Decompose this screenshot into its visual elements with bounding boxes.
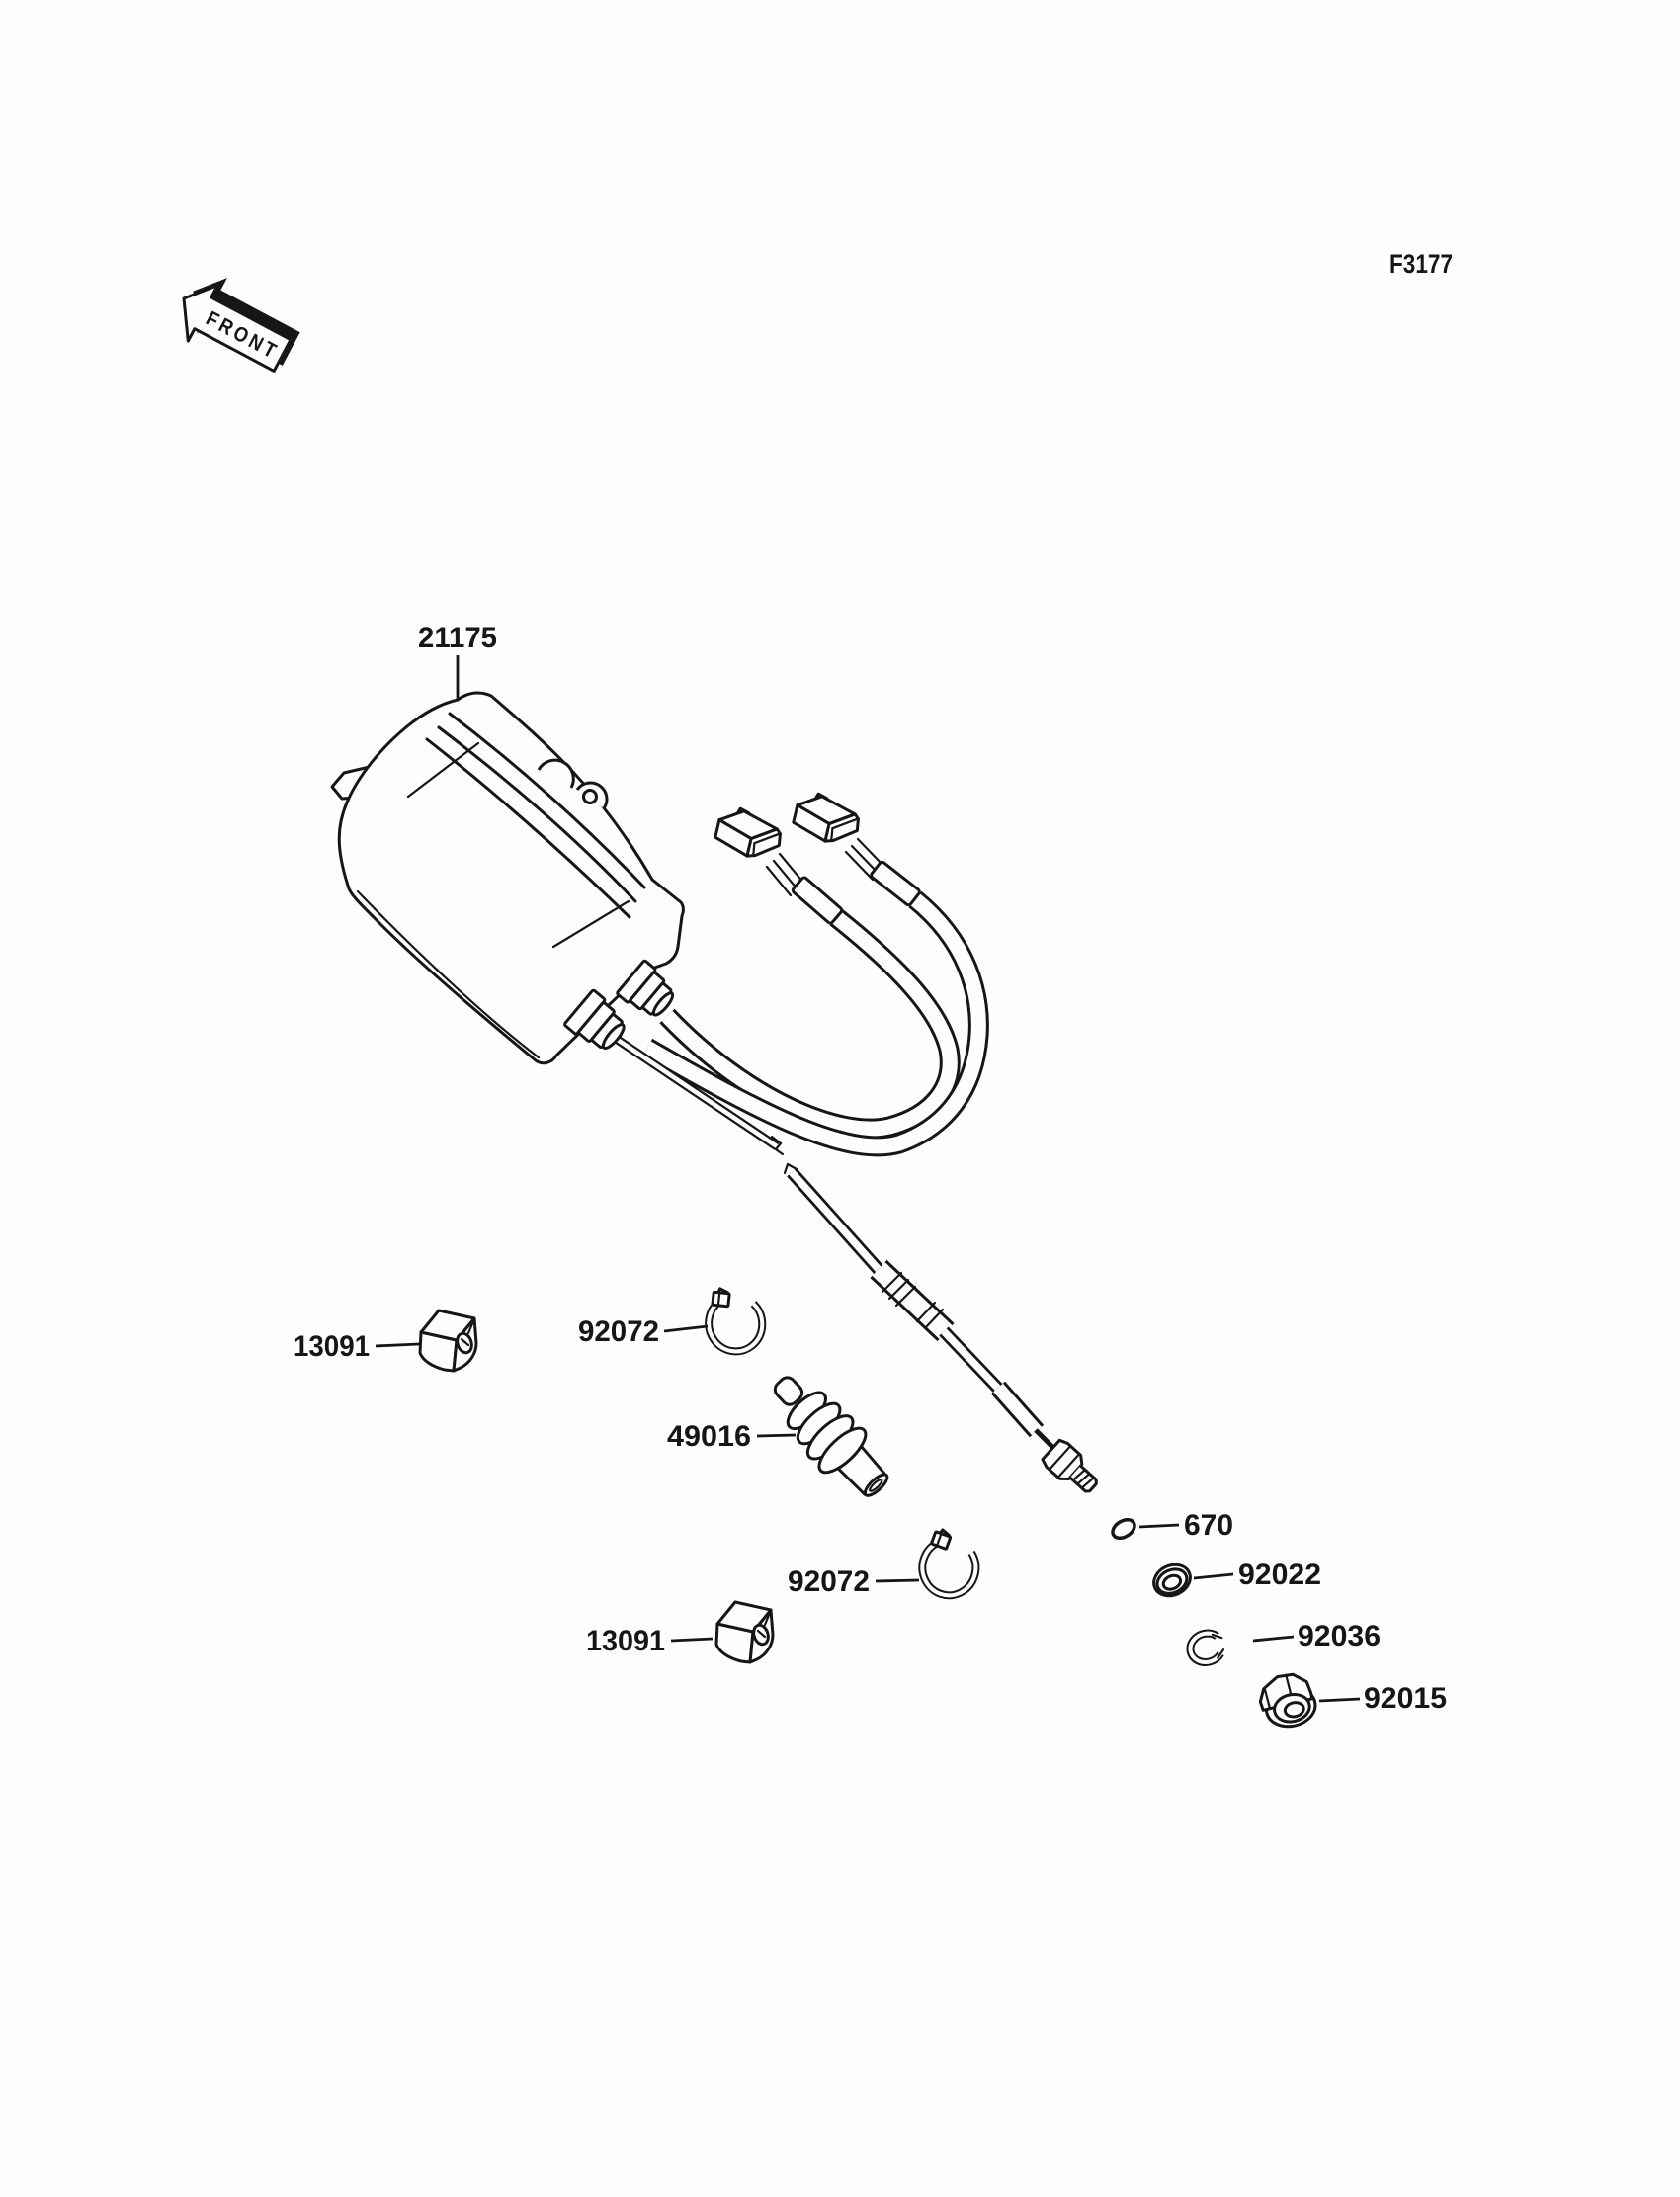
nut-drawing [1256, 1670, 1319, 1732]
label-92036: 92036 [1298, 1620, 1381, 1652]
holder-lower-drawing [716, 1602, 773, 1662]
label-13091-lower: 13091 [586, 1625, 665, 1657]
cable-sleeve-left [792, 877, 843, 924]
front-arrow-label: FRONT [202, 306, 294, 371]
igniter-unit-drawing [332, 693, 683, 1063]
label-13091-upper: 13091 [294, 1330, 370, 1363]
o-ring-drawing [1110, 1516, 1138, 1542]
leader-49016 [757, 1435, 796, 1436]
leader-92072-lower [876, 1580, 919, 1581]
label-21175: 21175 [418, 622, 497, 654]
holder-upper-drawing [420, 1310, 476, 1371]
clip-drawing [1187, 1629, 1228, 1666]
label-670: 670 [1184, 1509, 1233, 1542]
leader-92022 [1194, 1574, 1233, 1578]
leader-92015 [1319, 1699, 1360, 1701]
leader-13091-upper [376, 1344, 419, 1346]
front-arrow [167, 265, 306, 386]
label-92072-lower: 92072 [788, 1565, 870, 1598]
clamp-lower-drawing [922, 1528, 975, 1595]
label-92015: 92015 [1364, 1682, 1447, 1715]
leader-92072-upper [664, 1326, 708, 1331]
washer-drawing [1149, 1560, 1196, 1602]
clamp-upper-drawing [700, 1279, 768, 1357]
label-92072-upper: 92072 [578, 1315, 659, 1348]
connector-left [714, 805, 785, 862]
igniter-body [339, 693, 683, 1063]
label-92022: 92022 [1238, 1559, 1321, 1591]
connector-right [792, 791, 863, 847]
leader-13091-lower [671, 1639, 713, 1641]
leader-670 [1139, 1525, 1179, 1527]
cable-sleeve-right [870, 861, 920, 906]
figure-code: F3177 [1389, 249, 1453, 279]
label-49016: 49016 [667, 1420, 751, 1453]
leader-92036 [1253, 1637, 1294, 1641]
